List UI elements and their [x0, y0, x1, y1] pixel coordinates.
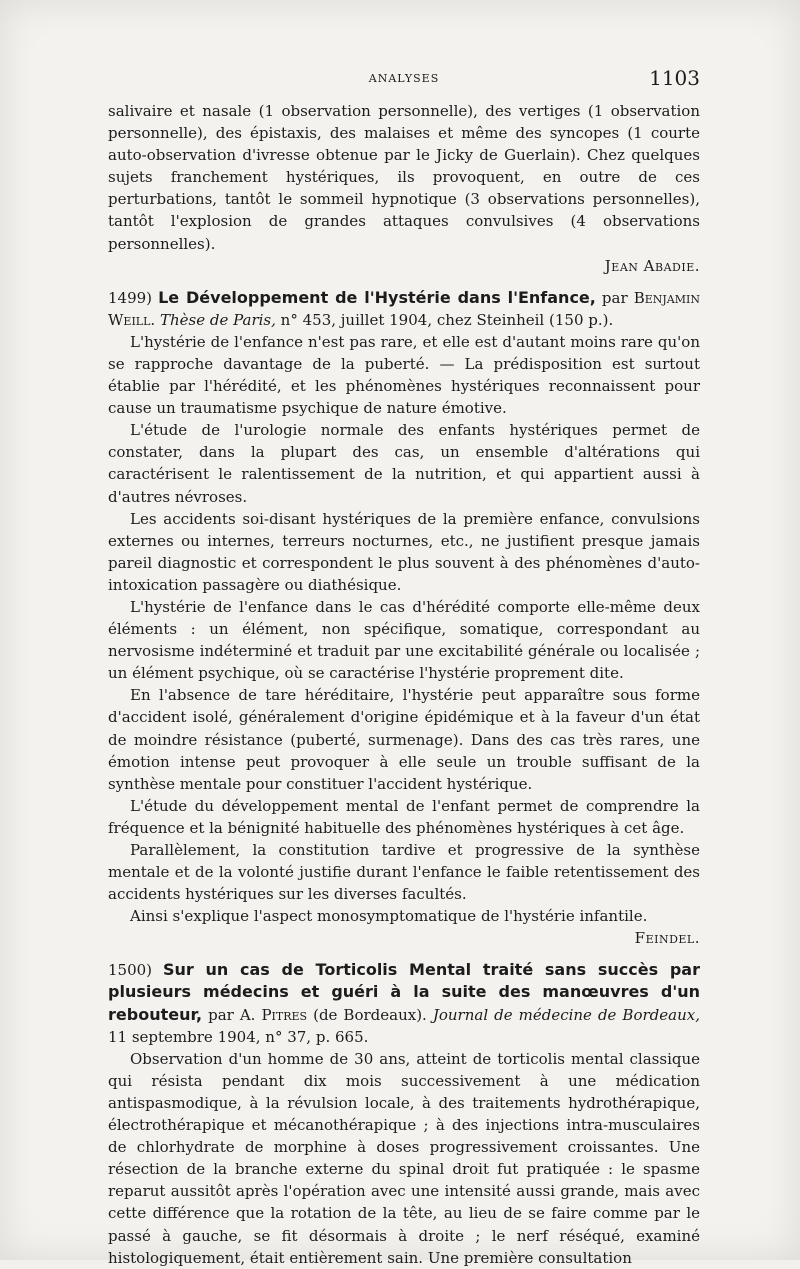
entry-1500-affiliation: (de Bordeaux).	[313, 1005, 427, 1024]
entry-1499-paragraph-6: L'étude du développement mental de l'enfant permet de comprendre la fréquence et la bénignité habituelle des phénomènes hystériques à cet âge.	[108, 796, 700, 837]
page-number: 1103	[649, 66, 700, 90]
entry-1499	[108, 287, 700, 950]
running-head: ANALYSES	[368, 72, 440, 85]
previous-entry-paragraph: salivaire et nasale (1 observation personnelle), des vertiges (1 observation personnelle), des épistaxis, des malaises et même des syncopes (1 courte auto-observation d'ivresse obtenue par le Jicky de Guerlain). Chez quelques sujets franchement hystériques, ils provoquent, en outre de ces perturbations, tantôt le sommeil hypnotique (3 observations personnelles), tantôt l'explosion de grandes attaques convulsives (4 observations personnelles).	[108, 102, 700, 253]
entry-1499-number: 1499)	[108, 288, 153, 307]
entry-1500-author: A. Pitres	[239, 1005, 308, 1024]
entry-1499-paragraph-5: En l'absence de tare héréditaire, l'hystérie peut apparaître sous forme d'accident isolé, généralement d'origine épidémique et à la faveur d'un état de moindre résistance (puberté, surmenage). Dans des cas très rares, une émotion intense peut provoquer à elle seule un trouble suffisant de la synthèse mentale pour constituer l'accident hystérique.	[108, 686, 700, 793]
entry-1499-title: Le Développement de l'Hystérie dans l'Enfance,	[158, 287, 596, 307]
entry-1499-source: Thèse de Paris,	[159, 310, 276, 329]
entry-1499-paragraph-7: Parallèlement, la constitution tardive et progressive de la synthèse mentale et de la volonté justifie durant l'enfance le faible retentissement des accidents hystériques sur les diverses facultés.	[108, 841, 700, 904]
entry-1500-title: Sur un cas de Torticolis Mental traité sans succès par plusieurs médecins et guéri à la suite des manœuvres d'un rebouteur,	[108, 960, 700, 1024]
entry-1499-details: n° 453, juillet 1904, chez Steinheil (150 p.).	[280, 310, 614, 329]
entry-1500-paragraph: Observation d'un homme de 30 ans, atteint de torticolis mental classique qui résista pendant dix mois successivement à une médication antispasmodique, à la révulsion locale, à des traitements hydrothérapique, électrothérapique et mécanothérapique ; à des injections intra-musculaires de chlorhydrate de morphine à doses progressivement croissantes. Une résection de la branche externe du spinal droit fut pratiquée : le spasme reparut aussitôt après l'opération avec une intensité aussi grande, mais avec cette différence que la rotation de la tête, au lieu de se faire comme par le passé à gauche, se fit désormais à droite ; le nerf réséqué, examiné histologiquement, était entièrement sain. Une première consultation	[108, 1049, 700, 1267]
entry-1499-paragraph-4: L'hystérie de l'enfance dans le cas d'hérédité comporte elle-même deux éléments : un élément, non spécifique, somatique, correspondant au nervosisme indéterminé et traduit par une excitabilité générale ou localisée ; un élément psychique, où se caractérise l'hystérie proprement dite.	[108, 597, 700, 683]
page-header	[108, 66, 700, 90]
entry-1499-heading	[108, 287, 700, 331]
previous-entry-signature: Jean Abadie.	[604, 256, 700, 275]
entry-1500-by: par	[208, 1005, 234, 1024]
entry-1499-signature: Feindel.	[634, 929, 700, 948]
entry-1499-paragraph-2: L'étude de l'urologie normale des enfants hystériques permet de constater, dans la plupart des cas, un ensemble d'altérations qui caractérisent le ralentissement de la nutrition, et qui appartient aussi à d'autres névroses.	[108, 421, 700, 506]
entry-1499-paragraph-1: L'hystérie de l'enfance n'est pas rare, et elle est d'autant moins rare qu'on se rapproche davantage de la puberté. — La prédisposition est surtout établie par l'hérédité, et les phénomènes hystériques reconnaissent pour cause un traumatisme psychique de nature émotive.	[108, 332, 700, 418]
entry-1500-source: Journal de médecine de Bordeaux,	[432, 1005, 700, 1024]
page-body	[108, 100, 700, 1269]
entry-1500	[108, 959, 700, 1268]
entry-1499-by: par	[601, 288, 628, 307]
entry-1500-number: 1500)	[108, 961, 153, 980]
entry-1499-author: Benjamin Weill.	[108, 288, 700, 329]
entry-1500-details: 11 septembre 1904, n° 37, p. 665.	[108, 1027, 369, 1046]
entry-1499-paragraph-3: Les accidents soi-disant hystériques de la première enfance, convulsions externes ou internes, terreurs nocturnes, etc., ne justifient presque jamais pareil diagnostic et correspondent le plus souvent à des phénomènes d'auto-intoxication passagère ou diathésique.	[108, 509, 700, 594]
entry-1500-heading	[108, 959, 700, 1047]
entry-1499-paragraph-8: Ainsi s'explique l'aspect monosymptomatique de l'hystérie infantile.	[130, 907, 648, 926]
